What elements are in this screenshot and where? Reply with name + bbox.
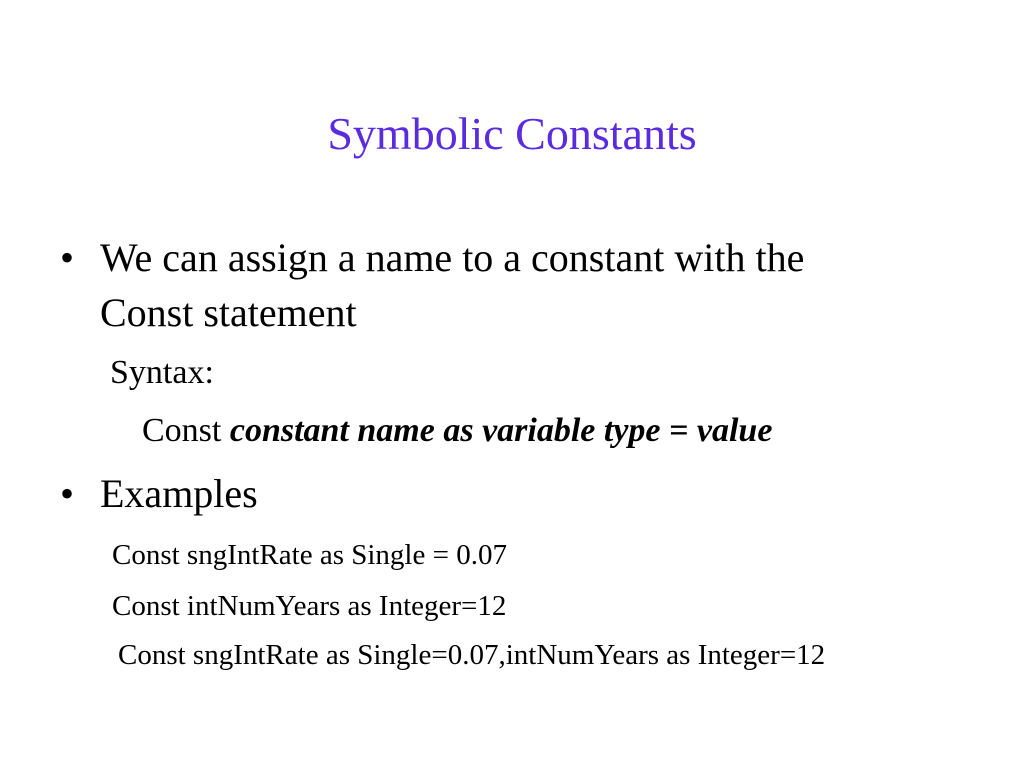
bullet-text-continuation: Const statement <box>100 290 357 335</box>
bullet-dot-icon: • <box>60 471 75 516</box>
syntax-line <box>142 409 772 453</box>
example-line: Const sngIntRate as Single=0.07,intNumYears as Integer=12 <box>118 639 826 671</box>
example-line: Const sngIntRate as Single = 0.07 <box>112 539 507 571</box>
syntax-label: Syntax: <box>110 354 214 391</box>
bullet-text: Examples <box>100 471 258 516</box>
example-line: Const intNumYears as Integer=12 <box>112 590 507 622</box>
bullet-dot-icon: • <box>60 235 75 280</box>
syntax-keyword: Const <box>142 412 230 449</box>
slide-title: Symbolic Constants <box>327 108 697 159</box>
bullet-text: We can assign a name to a constant with the <box>100 235 805 280</box>
syntax-pattern: constant name as variable type = value <box>229 412 773 449</box>
